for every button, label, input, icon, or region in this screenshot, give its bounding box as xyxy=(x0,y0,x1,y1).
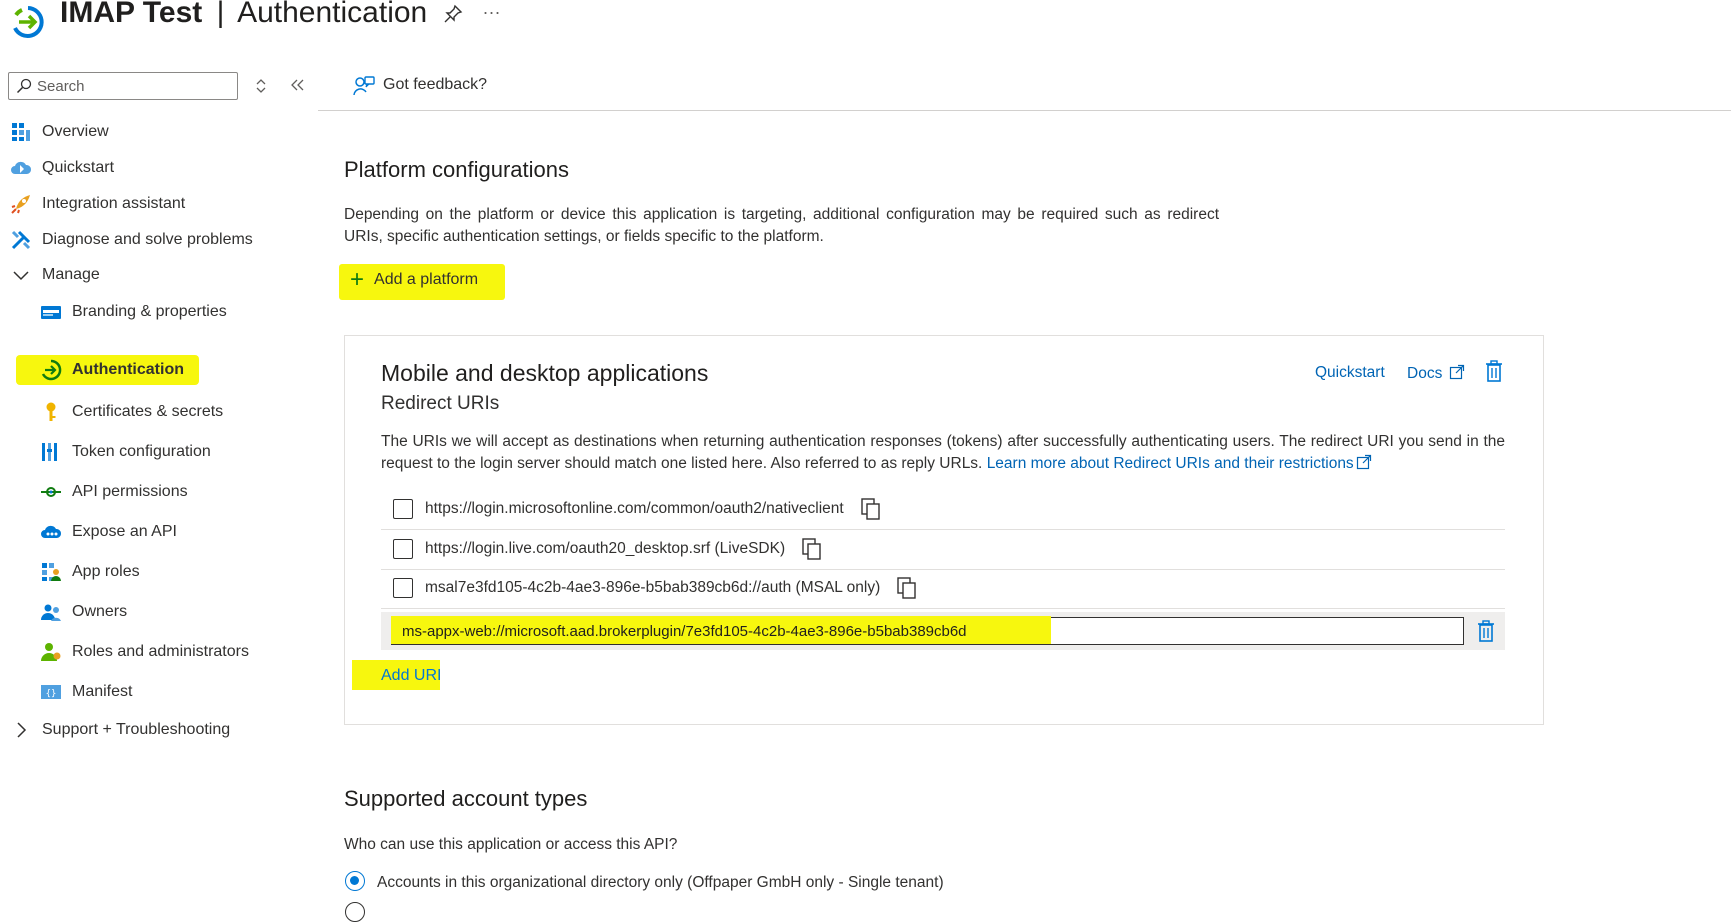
key-icon xyxy=(40,401,62,423)
sidebar-item-diagnose[interactable] xyxy=(10,223,253,257)
search-icon xyxy=(16,78,32,94)
sidebar-item-label: Diagnose and solve problems xyxy=(42,231,253,248)
sidebar-item-label: Certificates & secrets xyxy=(72,403,224,420)
sidebar-item-api-permissions[interactable] xyxy=(40,475,188,509)
sidebar-item-app-roles[interactable] xyxy=(40,555,140,589)
sidebar-item-quickstart[interactable] xyxy=(10,151,114,185)
sidebar-search[interactable] xyxy=(8,72,238,100)
sidebar-item-label: Authentication xyxy=(72,361,184,378)
uri-checkbox[interactable] xyxy=(393,499,413,519)
sidebar-item-label: Manifest xyxy=(72,683,133,700)
learn-more-label: Learn more about Redirect URIs and their restrictions xyxy=(986,455,1354,472)
search-input[interactable] xyxy=(37,75,232,97)
docs-link[interactable] xyxy=(1407,364,1465,383)
sidebar-group-support[interactable] xyxy=(10,713,230,747)
app-roles-icon xyxy=(40,561,62,583)
sidebar-item-roles-admins[interactable] xyxy=(40,635,249,669)
chevron-right-icon xyxy=(10,719,32,741)
uri-text: https://login.microsoftonline.com/common/oauth2/nativeclient xyxy=(425,500,844,517)
roles-admin-icon xyxy=(40,641,62,663)
sidebar-item-label: Overview xyxy=(42,123,109,140)
sidebar-item-authentication[interactable] xyxy=(40,353,184,387)
account-type-radio[interactable] xyxy=(345,902,365,922)
copy-icon[interactable] xyxy=(801,537,823,561)
rocket-icon xyxy=(10,193,32,215)
redirect-uri-row xyxy=(381,568,1505,609)
redirect-uri-row xyxy=(381,529,1505,570)
copy-icon[interactable] xyxy=(860,497,882,521)
external-link-icon xyxy=(1356,454,1372,470)
sidebar-item-label: Integration assistant xyxy=(42,195,186,212)
external-link-icon xyxy=(1449,364,1465,380)
sidebar-item-token-configuration[interactable] xyxy=(40,435,211,469)
command-bar xyxy=(318,70,1731,111)
sidebar-item-certificates[interactable] xyxy=(40,395,223,429)
add-platform-button[interactable] xyxy=(350,266,479,293)
sidebar-item-label: Support + Troubleshooting xyxy=(42,721,231,738)
owners-icon xyxy=(40,601,62,623)
chevron-down-icon xyxy=(10,264,32,286)
app-authentication-logo-icon xyxy=(10,4,46,40)
sidebar-item-label: Branding & properties xyxy=(72,303,227,320)
title-separator: | xyxy=(216,0,225,29)
svg-text:{}: {} xyxy=(45,689,57,699)
sidebar-item-label: Expose an API xyxy=(72,523,177,540)
delete-uri-trash-icon[interactable] xyxy=(1475,619,1497,643)
delete-platform-trash-icon[interactable] xyxy=(1483,359,1505,383)
sidebar-item-label: API permissions xyxy=(72,483,188,500)
supported-account-types-title: Supported account types xyxy=(344,786,588,811)
blade-name: Authentication xyxy=(237,0,428,29)
card-title: Mobile and desktop applications xyxy=(381,360,709,386)
sidebar-item-owners[interactable] xyxy=(40,595,127,629)
sidebar-item-branding[interactable] xyxy=(40,295,227,329)
docs-link-label: Docs xyxy=(1407,365,1443,382)
uri-checkbox[interactable] xyxy=(393,539,413,559)
account-types-question: Who can use this application or access this API? xyxy=(344,836,678,853)
sidebar-item-label: Manage xyxy=(42,266,100,283)
sidebar-item-integration-assistant[interactable] xyxy=(10,187,185,221)
pin-icon[interactable] xyxy=(443,4,463,24)
sidebar-item-label: Owners xyxy=(72,603,128,620)
overview-grid-icon xyxy=(10,121,32,143)
sort-updown-icon[interactable] xyxy=(255,77,267,95)
branding-icon xyxy=(40,301,62,323)
page-header xyxy=(0,0,1731,52)
redirect-uri-row xyxy=(381,489,1505,530)
manifest-icon xyxy=(40,681,62,703)
token-bars-icon xyxy=(40,441,62,463)
wrench-icon xyxy=(10,229,32,251)
sidebar-item-overview[interactable] xyxy=(10,115,109,149)
account-type-radio-selected[interactable] xyxy=(345,871,365,891)
app-name: IMAP Test xyxy=(60,0,203,29)
learn-more-link[interactable] xyxy=(987,455,1372,472)
sidebar-item-expose-api[interactable] xyxy=(40,515,177,549)
redirect-uris-subtitle: Redirect URIs xyxy=(381,393,500,414)
add-uri-link[interactable]: Add URI xyxy=(381,667,442,684)
copy-icon[interactable] xyxy=(896,576,918,600)
uri-text: msal7e3fd105-4c2b-4ae3-896e-b5bab389cb6d://auth (MSAL only) xyxy=(425,579,881,596)
more-options-button[interactable]: ... xyxy=(483,0,502,18)
cloud-api-icon xyxy=(40,521,62,543)
redirect-uris-description xyxy=(381,431,1505,475)
sidebar-item-label: Quickstart xyxy=(42,159,115,176)
uri-text: https://login.live.com/oauth20_desktop.srf (LiveSDK) xyxy=(425,540,786,557)
new-redirect-uri-value: ms-appx-web://microsoft.aad.brokerplugin/7e3fd105-4c2b-4ae3-896e-b5bab389cb6d xyxy=(402,623,967,640)
add-platform-label: Add a platform xyxy=(374,271,479,288)
feedback-icon[interactable] xyxy=(352,74,376,98)
quickstart-link[interactable]: Quickstart xyxy=(1315,364,1385,381)
sidebar-item-manifest[interactable] xyxy=(40,675,132,709)
uri-checkbox[interactable] xyxy=(393,578,413,598)
collapse-sidebar-icon[interactable] xyxy=(289,76,305,94)
sidebar-group-manage[interactable] xyxy=(10,258,100,292)
platform-description: Depending on the platform or device this application is targeting, additional configuration may be required such as redirect URIs, specific authentication settings, or fields specific to the platform. xyxy=(344,206,1219,245)
got-feedback-button[interactable]: Got feedback? xyxy=(383,76,488,93)
platform-configurations-title: Platform configurations xyxy=(344,157,569,182)
authentication-icon xyxy=(40,359,62,381)
api-permissions-icon xyxy=(40,481,62,503)
account-type-option-label: Accounts in this organizational directory only (Offpaper GmbH only - Single tenant) xyxy=(377,874,944,891)
plus-icon: + xyxy=(350,266,365,293)
redirect-description-text: The URIs we will accept as destinations when returning authentication responses (tokens) after successfully authenticating users. The redirect URI you send in the request to the login server should match one listed here. Also referred to as reply URLs. xyxy=(381,433,1505,472)
sidebar-item-label: App roles xyxy=(72,563,140,580)
sidebar-item-label: Roles and administrators xyxy=(72,643,249,660)
sidebar-item-label: Token configuration xyxy=(72,443,211,460)
page-title xyxy=(60,0,427,30)
cloud-quickstart-icon xyxy=(10,157,32,179)
